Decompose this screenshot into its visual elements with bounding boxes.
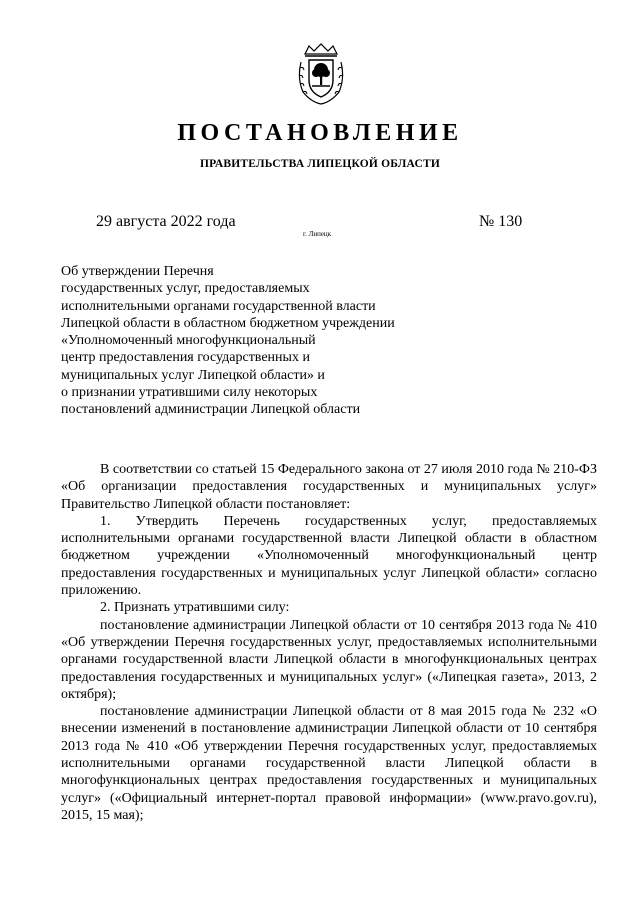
document-date: 29 августа 2022 года [96,213,236,230]
subject-line: Об утверждении Перечня [61,264,214,279]
document-body [61,461,597,824]
subject-line: о признании утратившими силу некоторых [61,385,318,401]
body-paragraph: постановление администрации Липецкой области от 10 сентября 2013 года № 410 «Об утверждении Перечня государственных услуг, предоставляемых исполнительными органами государственной власти Липецкой области в многофункциональных центрах предоставления государственных и муниципальных услуг» («Липецкая газета», 2013, 2 октября); [61,617,597,702]
subject-line: исполнительными органами государственной власти [61,298,376,314]
document-subtitle: ПРАВИТЕЛЬСТВА ЛИПЕЦКОЙ ОБЛАСТИ [200,158,440,170]
document-number: № 130 [479,213,523,230]
document-city: г. Липецк [303,230,332,238]
document-title: ПОСТАНОВЛЕНИЕ [177,120,463,146]
body-paragraph: 2. Признать утратившими силу: [100,600,290,616]
body-paragraph: 1. Утвердить Перечень государственных услуг, предоставляемых исполнительными органами государственной власти Липецкой области в областном бюджетном учреждении «Уполномоченный многофункциональный центр предоставления государственных и муниципальных услуг Липецкой области» согласно приложению. [61,513,597,599]
body-paragraph: В соответствии со статьей 15 Федерального закона от 27 июля 2010 года № 210-ФЗ «Об организации предоставления государственных и муниципальных услуг» Правительство Липецкой области постановляет: [61,462,597,512]
subject-line: центр предоставления государственных и [61,350,310,366]
coat-of-arms-icon [297,42,345,106]
subject-block [61,263,461,419]
subject-line: «Уполномоченный многофункциональный [61,333,316,349]
subject-line: муниципальных услуг Липецкой области» и [61,367,325,383]
subject-line: Липецкой области в областном бюджетном учреждении [61,315,395,331]
subject-line: государственных услуг, предоставляемых [61,281,310,297]
subject-line: постановлений администрации Липецкой области [61,402,361,418]
body-paragraph: постановление администрации Липецкой области от 8 мая 2015 года № 232 «О внесении изменений в постановление администрации Липецкой области от 10 сентября 2013 года № 410 «Об утверждении Перечня государственных услуг, предоставляемых исполнительными органами государственной власти Липецкой области в многофункциональных центрах предоставления государственных и муниципальных услуг» («Официальный интернет-портал правовой информации» (www.pravo.gov.ru), 2015, 15 мая); [61,704,597,823]
